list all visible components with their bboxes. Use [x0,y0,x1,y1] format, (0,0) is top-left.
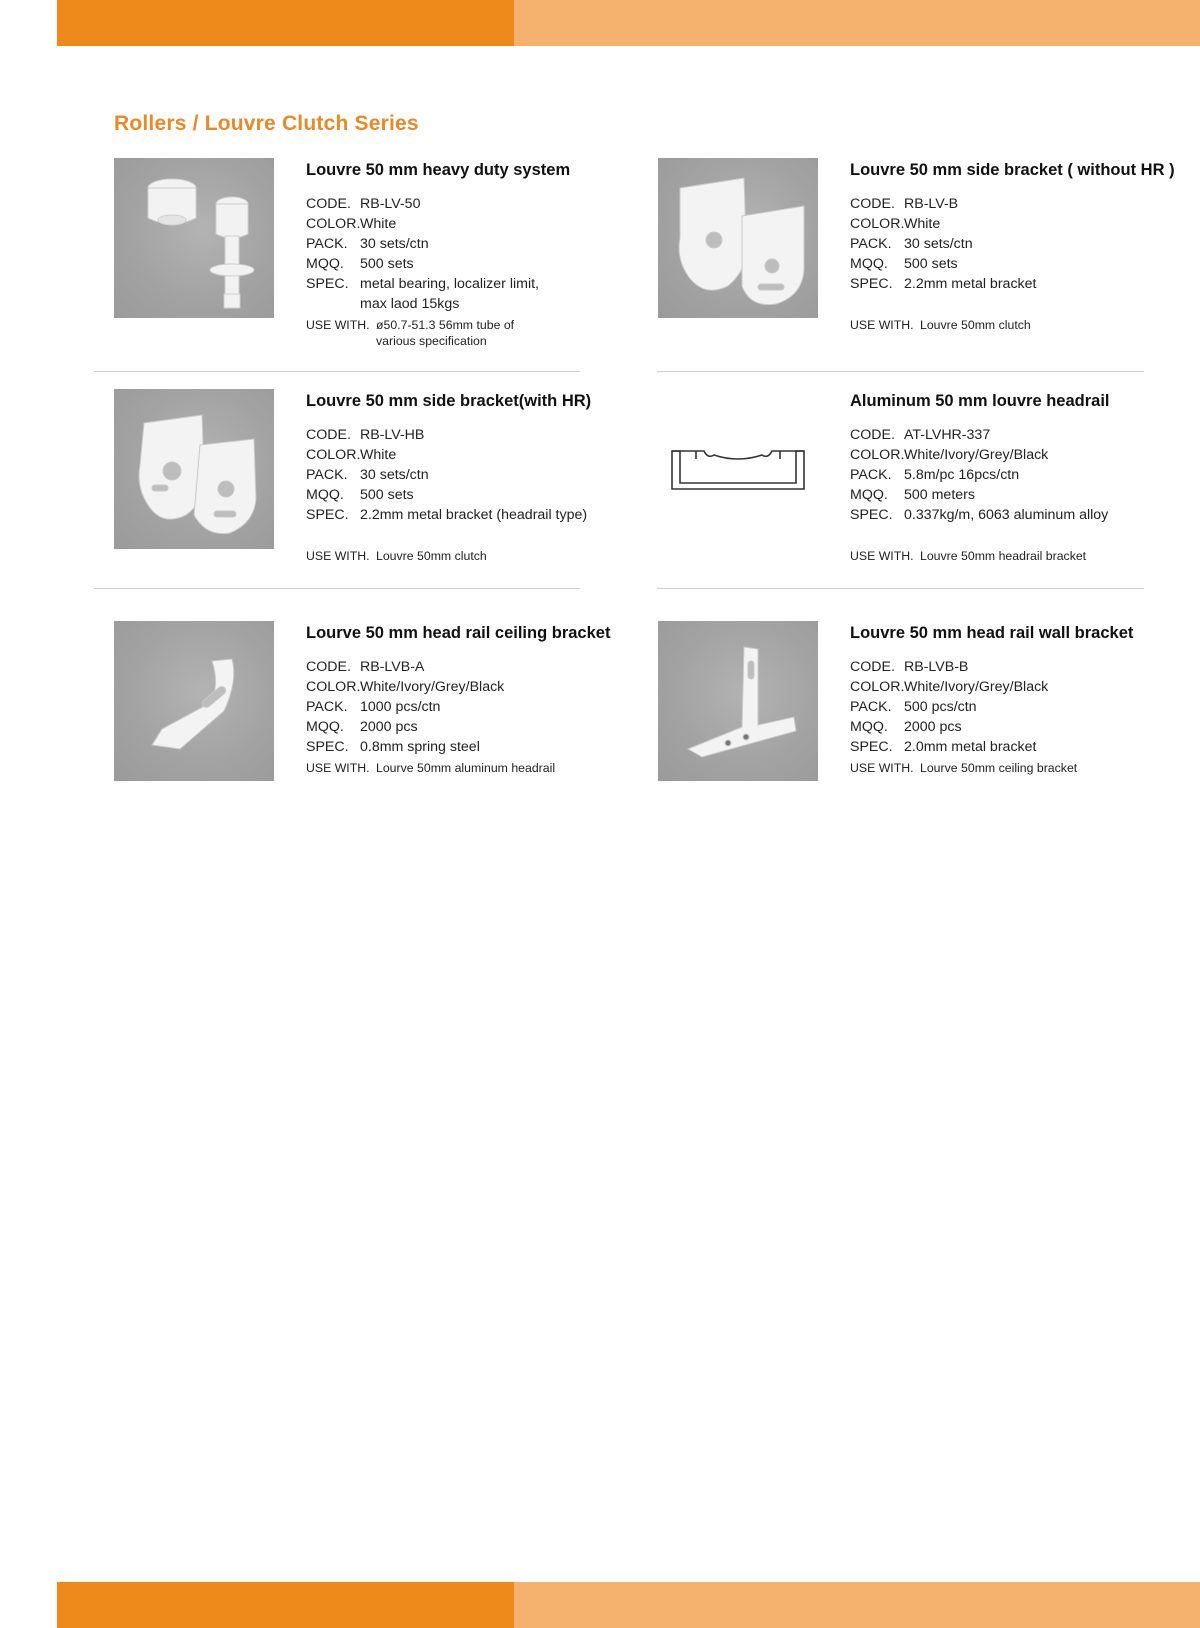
row-divider [94,371,580,372]
row-divider [657,588,1144,589]
spec-code: CODE. RB-LV-50 [306,196,421,212]
spec-pack: PACK. 30 sets/ctn [306,236,429,252]
spec-mqq: MQQ. 2000 pcs [850,719,962,735]
section-title: Rollers / Louvre Clutch Series [114,112,419,135]
spec-mqq: MQQ. 500 sets [306,487,414,503]
spec-use-with: USE WITH. Louvre 50mm clutch [850,318,1031,332]
spec-color: COLOR. White/Ivory/Grey/Black [850,679,1049,695]
bottom-banner [57,1582,1200,1628]
spec-pack: PACK. 5.8m/pc 16pcs/ctn [850,467,1020,483]
row-divider [94,588,580,589]
product-image-side-bracket-hr [114,389,274,549]
spec-use-with-continued: various specification [376,334,487,348]
spec-color: COLOR. White/Ivory/Grey/Black [306,679,505,695]
spec-spec: SPEC. metal bearing, localizer limit, [306,276,539,292]
spec-spec-continued: max laod 15kgs [360,296,460,312]
spec-use-with: USE WITH. Louvre 50mm clutch [306,549,487,563]
spec-pack: PACK. 30 sets/ctn [850,236,973,252]
spec-spec: SPEC. 2.2mm metal bracket (headrail type) [306,507,588,523]
spec-color: COLOR. White/Ivory/Grey/Black [850,447,1049,463]
product-name: Aluminum 50 mm louvre headrail [850,392,1110,410]
product-image-clutch [114,158,274,318]
spec-spec: SPEC. 2.0mm metal bracket [850,739,1037,755]
spec-code: CODE. RB-LVB-A [306,659,425,675]
spec-pack: PACK. 30 sets/ctn [306,467,429,483]
spec-use-with: USE WITH. Louvre 50mm headrail bracket [850,549,1087,563]
product-image-side-bracket [658,158,818,318]
bottom-banner-dark-segment [57,1582,514,1628]
spec-code: CODE. RB-LVB-B [850,659,969,675]
top-banner [57,0,1200,46]
spec-color: COLOR. White [306,447,397,463]
spec-spec: SPEC. 0.337kg/m, 6063 aluminum alloy [850,507,1109,523]
spec-mqq: MQQ. 500 sets [850,256,958,272]
top-banner-dark-segment [57,0,514,46]
spec-use-with: USE WITH. ø50.7-51.3 56mm tube of [306,318,515,332]
product-image-wall-bracket [658,621,818,781]
spec-use-with: USE WITH. Lourve 50mm aluminum headrail [306,761,556,775]
spec-code: CODE. AT-LVHR-337 [850,427,991,443]
spec-use-with: USE WITH. Lourve 50mm ceiling bracket [850,761,1078,775]
product-name: Lourve 50 mm head rail ceiling bracket [306,624,611,642]
top-banner-light-segment [514,0,1200,46]
product-image-headrail-profile [658,389,818,549]
spec-spec: SPEC. 0.8mm spring steel [306,739,480,755]
spec-pack: PACK. 1000 pcs/ctn [306,699,441,715]
spec-mqq: MQQ. 500 meters [850,487,975,503]
spec-color: COLOR. White [850,216,941,232]
product-name: Louvre 50 mm head rail wall bracket [850,624,1134,642]
spec-spec: SPEC. 2.2mm metal bracket [850,276,1037,292]
spec-code: CODE. RB-LV-B [850,196,959,212]
product-image-ceiling-bracket [114,621,274,781]
product-name: Louvre 50 mm side bracket(with HR) [306,392,592,410]
product-name: Louvre 50 mm heavy duty system [306,161,571,179]
row-divider [657,371,1144,372]
spec-mqq: MQQ. 500 sets [306,256,414,272]
bottom-banner-light-segment [514,1582,1200,1628]
spec-code: CODE. RB-LV-HB [306,427,425,443]
spec-pack: PACK. 500 pcs/ctn [850,699,977,715]
spec-color: COLOR. White [306,216,397,232]
spec-mqq: MQQ. 2000 pcs [306,719,418,735]
product-name: Louvre 50 mm side bracket ( without HR ) [850,161,1175,179]
